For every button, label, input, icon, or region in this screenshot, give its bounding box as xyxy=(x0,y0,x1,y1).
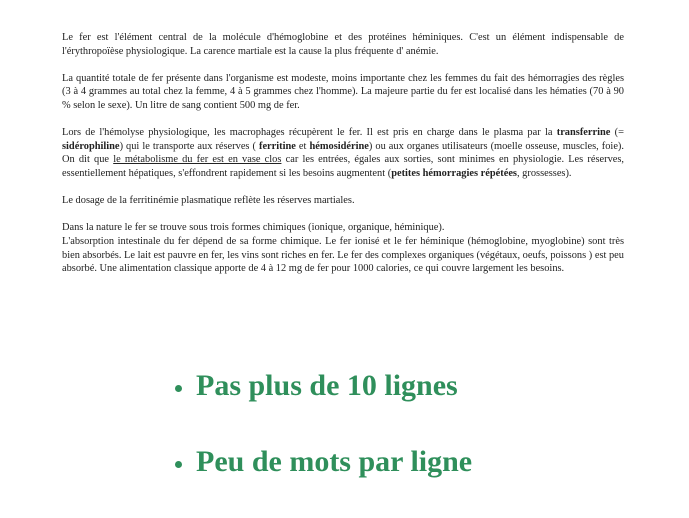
text-segment: sidérophiline xyxy=(62,140,120,152)
paragraph-quantity xyxy=(62,72,624,113)
paragraph-intro xyxy=(62,31,624,58)
text-segment: le métabolisme du fer est en vase clos xyxy=(113,154,282,166)
paragraph-forms xyxy=(62,221,624,235)
bullet-list xyxy=(175,366,675,518)
text-segment: ) ou aux organes utilisateurs (moelle osseuse, muscles, foie). On dit que xyxy=(62,140,624,166)
text-segment: , grossesses). xyxy=(516,167,572,179)
text-segment: Lors de l'hémolyse physiologique, les macrophages récupèrent le fer. Il est pris en charge dans le plasma par la xyxy=(62,127,557,139)
bullet-dot-icon xyxy=(175,461,182,468)
text-segment: ) qui le transporte aux réserves ( xyxy=(119,140,259,152)
text-segment: Le fer est l'élément central de la molécule d'hémoglobine et des protéines héminiques. C'est un élément indispensable de l'érythropoïèse physiologique. La carence martiale est la cause la plus fréquente d' anémie. xyxy=(62,32,624,57)
text-segment: transferrine xyxy=(556,127,611,139)
bullet-text: Peu de mots par ligne xyxy=(196,445,473,478)
text-segment: car les entrées, égales aux sorties, sont minimes en physiologie. Les réserves, essentiellement hépatiques, s'effondrent rapidement si les besoins augmentent ( xyxy=(62,154,625,179)
text-segment: Le dosage de la ferritinémie plasmatique reflète les réserves martiales. xyxy=(62,195,355,207)
paragraph-ferritinemia xyxy=(62,194,624,208)
text-segment: et xyxy=(295,140,310,152)
text-segment: ferritine xyxy=(258,140,296,152)
text-segment: Dans la nature le fer se trouve sous trois formes chimiques (ionique, organique, héminique). xyxy=(62,222,445,234)
bullet-dot-icon xyxy=(175,385,182,392)
document-body xyxy=(62,31,624,289)
paragraph-hemolysis xyxy=(62,126,624,180)
text-segment: petites hémorragies répétées xyxy=(391,167,517,179)
text-segment: L'absorption intestinale du fer dépend de sa forme chimique. Le fer ionisé et le fer héminique (hémoglobine, myoglobine) sont très bien absorbés. Le lait est pauvre en fer, les vins sont riches en fer. Le fer des complexes organiques (végétaux, oeufs, poissons ) est peu absorbé. Une alimentation classique apporte de 4 à 12 mg de fer pour 1000 calories, ce qui couvre largement les besoins. xyxy=(62,235,624,275)
bullet-item xyxy=(175,366,675,406)
bullet-text: Pas plus de 10 lignes xyxy=(196,369,458,402)
text-segment: (= xyxy=(610,127,624,139)
bullet-item xyxy=(175,442,675,482)
text-segment: La quantité totale de fer présente dans l'organisme est modeste, moins importante chez les femmes du fait des hémorragies des règles (3 à 4 grammes au total chez la femme, 4 à 5 grammes chez l'homme). La majeure partie du fer est localisé dans les hématies (70 à 90 % selon le sexe). Un litre de sang contient 500 mg de fer. xyxy=(62,72,624,111)
text-segment: hémosidérine xyxy=(309,140,369,152)
paragraph-absorption xyxy=(62,235,624,276)
